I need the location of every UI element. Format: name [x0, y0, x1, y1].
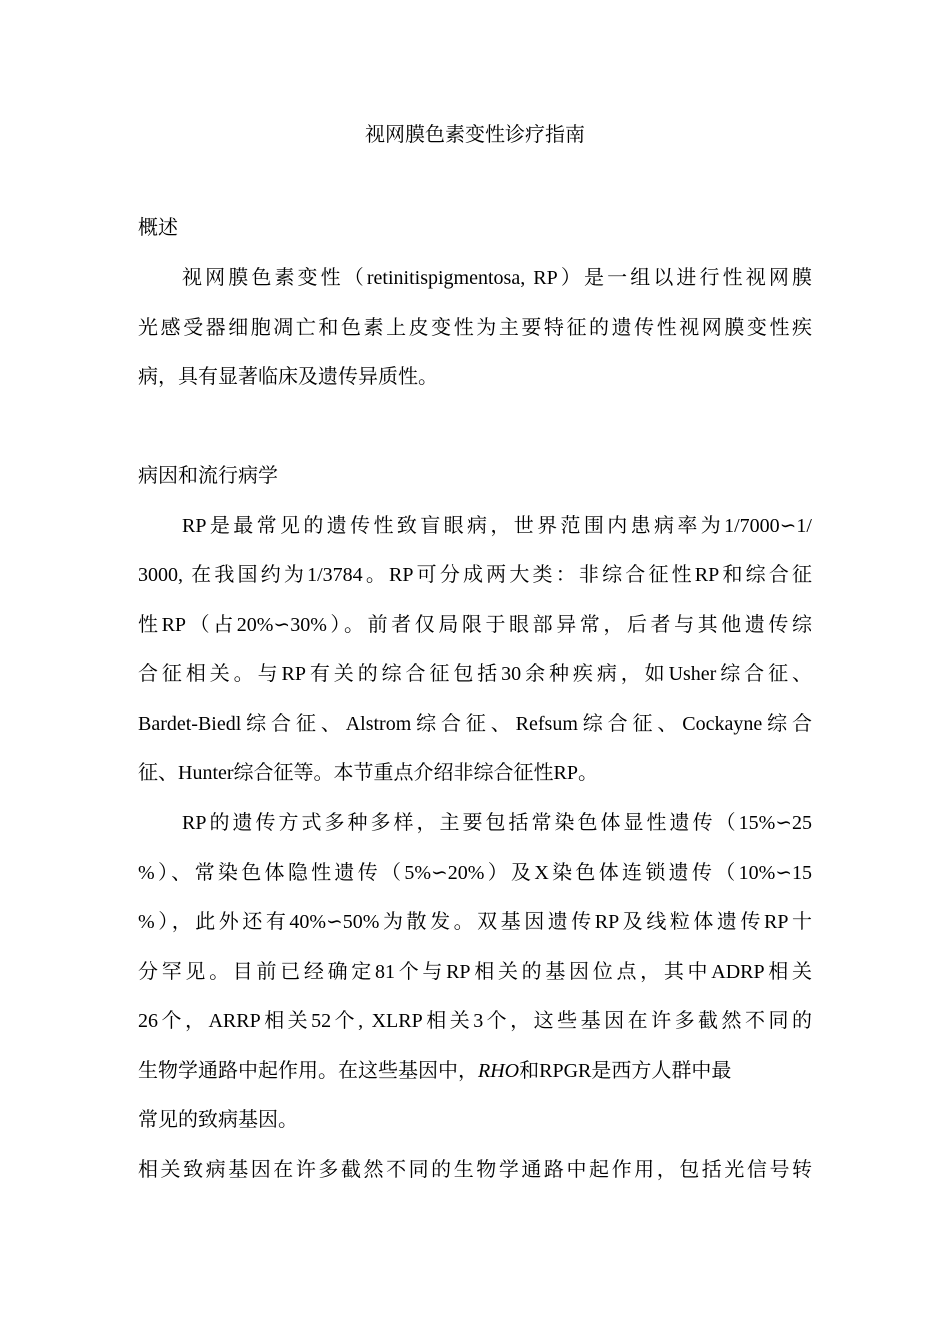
paragraph-line-with-gene [138, 1054, 812, 1088]
paragraph-line: 26个，ARRP相关52个, XLRP相关3个，这些基因在许多截然不同的 [138, 1010, 812, 1032]
paragraph-line: 合征相关。与RP有关的综合征包括30余种疾病，如Usher综合征、 [138, 663, 812, 685]
paragraph-line: 3000, 在我国约为1/3784。RP可分成两大类：非综合征性RP和综合征 [138, 564, 812, 586]
paragraph-text: 和RPGR是西方人群中最 [519, 1060, 732, 1082]
paragraph-line: RP的遗传方式多种多样，主要包括常染色体显性遗传（15%∽25 [182, 812, 812, 834]
paragraph-line: 征、Hunter综合征等。本节重点介绍非综合征性RP。 [138, 762, 598, 784]
paragraph-line: 视网膜色素变性（retinitispigmentosa, RP）是一组以进行性视网膜 [182, 267, 812, 289]
paragraph-line: Bardet-Biedl综合征、Alstrom综合征、Refsum综合征、Cockayne综合 [138, 713, 812, 735]
paragraph-line: RP是最常见的遗传性致盲眼病，世界范围内患病率为1/7000∽1/ [182, 515, 812, 537]
paragraph-line: %）、常染色体隐性遗传（5%∽20%）及X染色体连锁遗传（10%∽15 [138, 862, 812, 884]
paragraph-line: 光感受器细胞凋亡和色素上皮变性为主要特征的遗传性视网膜变性疾 [138, 317, 812, 339]
gene-name-italic: RHO [478, 1060, 520, 1082]
paragraph-line: %），此外还有40%∽50%为散发。双基因遗传RP及线粒体遗传RP十 [138, 911, 812, 933]
paragraph-line: 常见的致病基因。 [138, 1109, 298, 1131]
paragraph-line: 性RP（占20%∽30%）。前者仅局限于眼部异常，后者与其他遗传综 [138, 614, 812, 636]
section-heading-overview: 概述 [138, 217, 178, 239]
paragraph-line: 相关致病基因在许多截然不同的生物学通路中起作用，包括光信号转 [138, 1159, 812, 1181]
paragraph-line: 分罕见。目前已经确定81个与RP相关的基因位点，其中ADRP相关 [138, 961, 812, 983]
section-heading-etiology: 病因和流行病学 [138, 465, 278, 487]
paragraph-text: 生物学通路中起作用。在这些基因中， [138, 1060, 478, 1082]
paragraph-line: 病，具有显著临床及遗传异质性。 [138, 366, 438, 388]
document-title: 视网膜色素变性诊疗指南 [365, 124, 585, 146]
